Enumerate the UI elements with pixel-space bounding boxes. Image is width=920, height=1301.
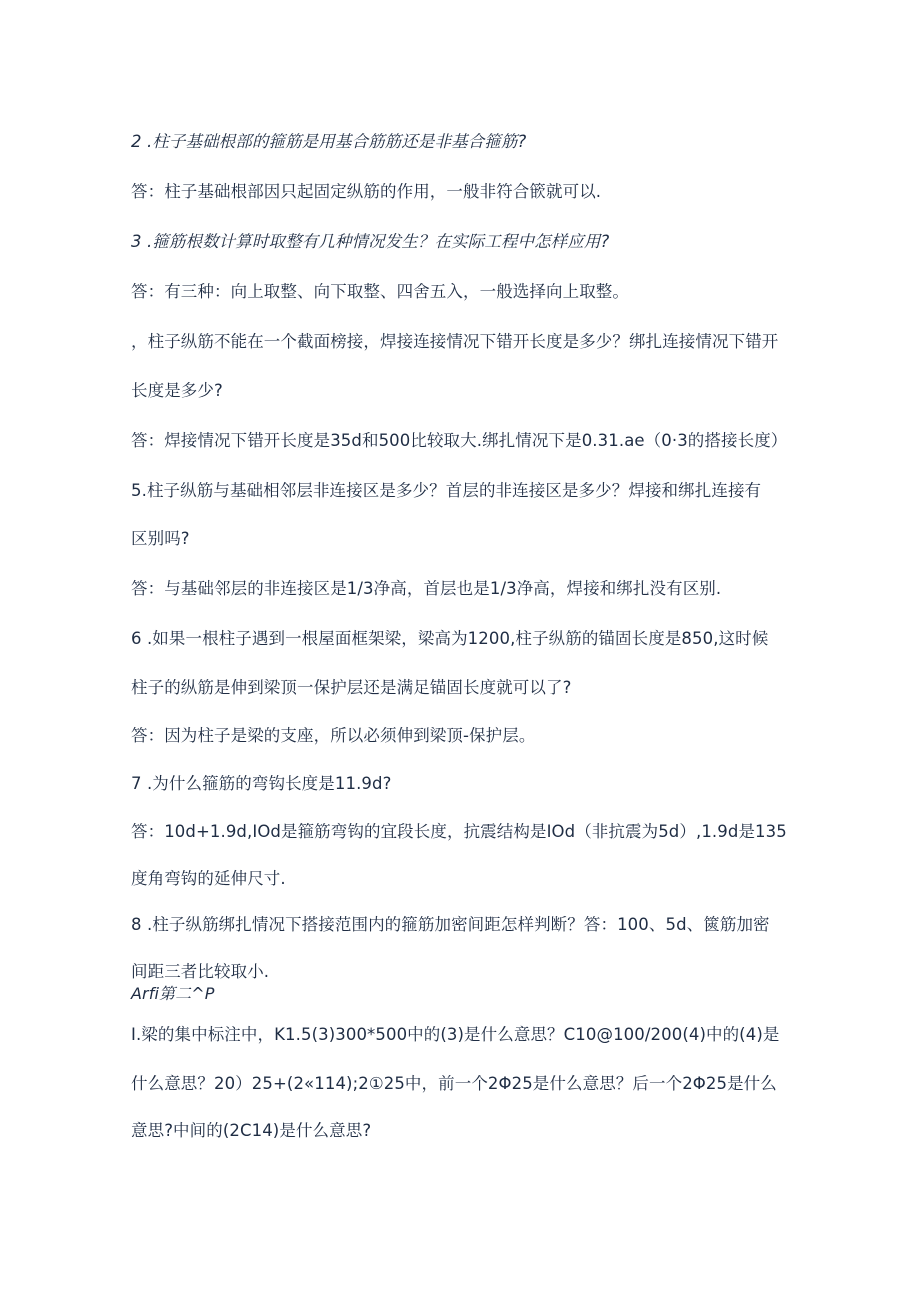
answer-7-line-2: 度角弯钩的延伸尺寸.: [131, 869, 286, 888]
question-4-line-1: ，柱子纵筋不能在一个截面榜接，焊接连接情况下错开长度是多少？绑扎连接情况下错开: [131, 332, 779, 351]
question-5-line-1: 5.柱子纵筋与基础相邻层非连接区是多少？首层的非连接区是多少？焊接和绑扎连接有: [131, 481, 762, 500]
beam-question-line-3: 意思?中间的(2C14)是什么意思?: [131, 1121, 372, 1140]
answer-7-line-1: 答：10d+1.9d,IOd是箍筋弯钩的宜段长度，抗震结构是IOd（非抗震为5d）,1.9d是135: [131, 822, 787, 841]
question-2: 2 .柱子基础根部的箍筋是用基合筋筋还是非基合箍筋?: [131, 132, 527, 151]
beam-question-line-2: 什么意思？20）25+(2«114);2①25中，前一个2Φ25是什么意思？后一个2Φ25是什么: [131, 1074, 777, 1093]
question-6-line-2: 柱子的纵筋是伸到梁顶一保护层还是满足锚固长度就可以了?: [131, 678, 572, 697]
answer-2: 答：柱子基础根部因只起固定纵筋的作用，一般非符合篏就可以.: [131, 182, 602, 201]
question-5-line-2: 区别吗?: [131, 529, 190, 548]
section-heading: Arfi第二^P: [131, 984, 215, 1003]
question-3: 3 .箍筋根数计算时取整有几种情况发生？在实际工程中怎样应用?: [131, 232, 610, 251]
answer-6: 答：因为柱子是梁的支座，所以必须伸到梁顶-保护层。: [131, 726, 536, 745]
answer-4: 答：焊接情况下错开长度是35d和500比较取大.绑扎情况下是0.31.ae（0·3的搭接长度）: [131, 431, 788, 450]
answer-3: 答：有三种：向上取整、向下取整、四舍五入，一般选择向上取整。: [131, 282, 629, 301]
question-7: 7 .为什么箍筋的弯钩长度是11.9d?: [131, 774, 392, 793]
answer-5: 答：与基础邻层的非连接区是1/3净高，首层也是1/3净高，焊接和绑扎没有区别.: [131, 579, 722, 598]
question-6-line-1: 6 .如果一根柱子遇到一根屋面框架梁，梁高为1200,柱子纵筋的锚固长度是850,这时候: [131, 629, 769, 648]
question-4-line-2: 长度是多少?: [131, 381, 223, 400]
question-8-line-1: 8 .柱子纵筋绑扎情况下搭接范围内的箍筋加密间距怎样判断？答：100、5d、篋筋加密: [131, 915, 770, 934]
question-8-line-2: 间距三者比较取小.: [131, 962, 270, 981]
beam-question-line-1: I.梁的集中标注中，K1.5(3)300*500中的(3)是什么意思？C10@100/200(4)中的(4)是: [131, 1025, 780, 1044]
